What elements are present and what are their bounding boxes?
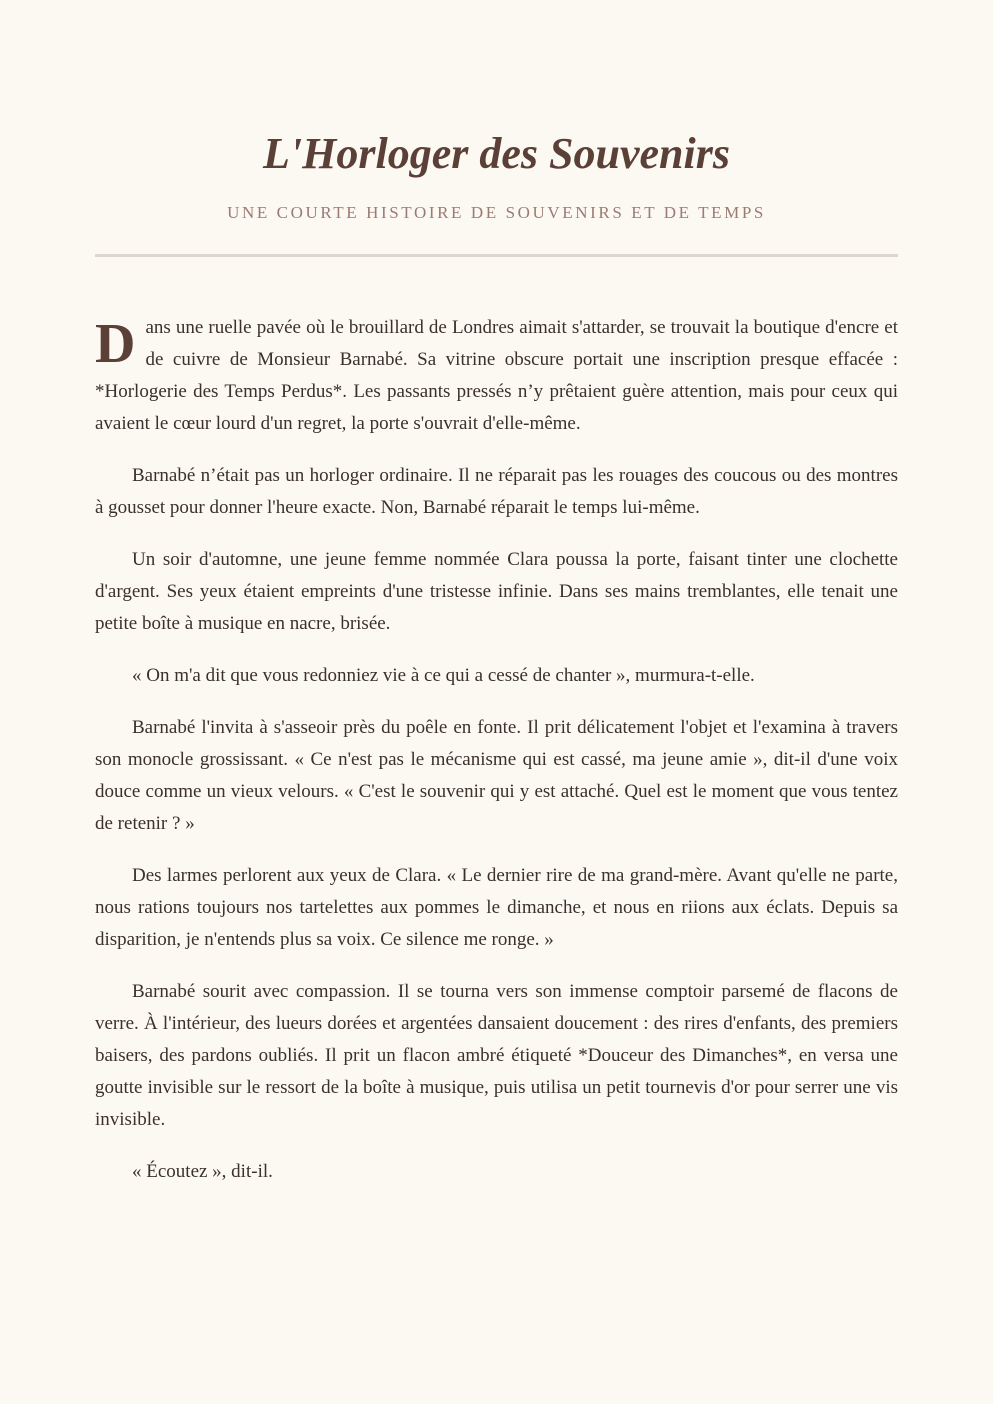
page-title: L'Horloger des Souvenirs <box>263 129 730 178</box>
story-paragraph <box>95 312 898 440</box>
story-paragraph: Des larmes perlorent aux yeux de Clara. « Le dernier rire de ma grand-mère. Avant qu'elle ne parte, nous rations toujours nos tartelettes aux pommes le dimanche, et nous en riions aux éclats. Depuis sa disparition, je n'entends plus sa voix. Ce silence me ronge. » <box>95 865 898 950</box>
story-paragraph: « On m'a dit que vous redonniez vie à ce qui a cessé de chanter », murmura-t-elle. <box>132 665 755 686</box>
page-subtitle: UNE COURTE HISTOIRE DE SOUVENIRS ET DE TEMPS <box>227 203 766 222</box>
story-paragraph: Un soir d'automne, une jeune femme nommée Clara poussa la porte, faisant tinter une clochette d'argent. Ses yeux étaient empreints d'une tristesse infinie. Dans ses mains tremblantes, elle tenait une petite boîte à musique en nacre, brisée. <box>95 549 898 634</box>
paragraph-text: ans une ruelle pavée où le brouillard de Londres aimait s'attarder, se trouvait la boutique d'encre et de cuivre de Monsieur Barnabé. Sa vitrine obscure portait une inscription presque effacée : *Horlogerie des Temps Perdus*. Les passants pressés n’y prêtaient guère attention, mais pour ceux qui avaient le cœur lourd d'un regret, la porte s'ouvrait d'elle-même. <box>95 317 898 434</box>
title-divider <box>95 254 898 257</box>
story-body <box>95 312 898 1188</box>
drop-cap: D <box>95 313 136 375</box>
story-paragraph: Barnabé l'invita à s'asseoir près du poêle en fonte. Il prit délicatement l'objet et l'examina à travers son monocle grossissant. « Ce n'est pas le mécanisme qui est cassé, ma jeune amie », dit-il d'une voix douce comme un vieux velours. « C'est le souvenir qui y est attaché. Quel est le moment que vous tentez de retenir ? » <box>95 717 898 834</box>
story-paragraph: Barnabé sourit avec compassion. Il se tourna vers son immense comptoir parsemé de flacons de verre. À l'intérieur, des lueurs dorées et argentées dansaient doucement : des rires d'enfants, des premiers baisers, des pardons oubliés. Il prit un flacon ambré étiqueté *Douceur des Dimanches*, en versa une goutte invisible sur le ressort de la boîte à musique, puis utilisa un petit tournevis d'or pour serrer une vis invisible. <box>95 981 898 1130</box>
story-paragraph: « Écoutez », dit-il. <box>132 1161 273 1182</box>
story-paragraph: Barnabé n’était pas un horloger ordinaire. Il ne réparait pas les rouages des coucous ou des montres à gousset pour donner l'heure exacte. Non, Barnabé réparait le temps lui-même. <box>95 465 898 518</box>
